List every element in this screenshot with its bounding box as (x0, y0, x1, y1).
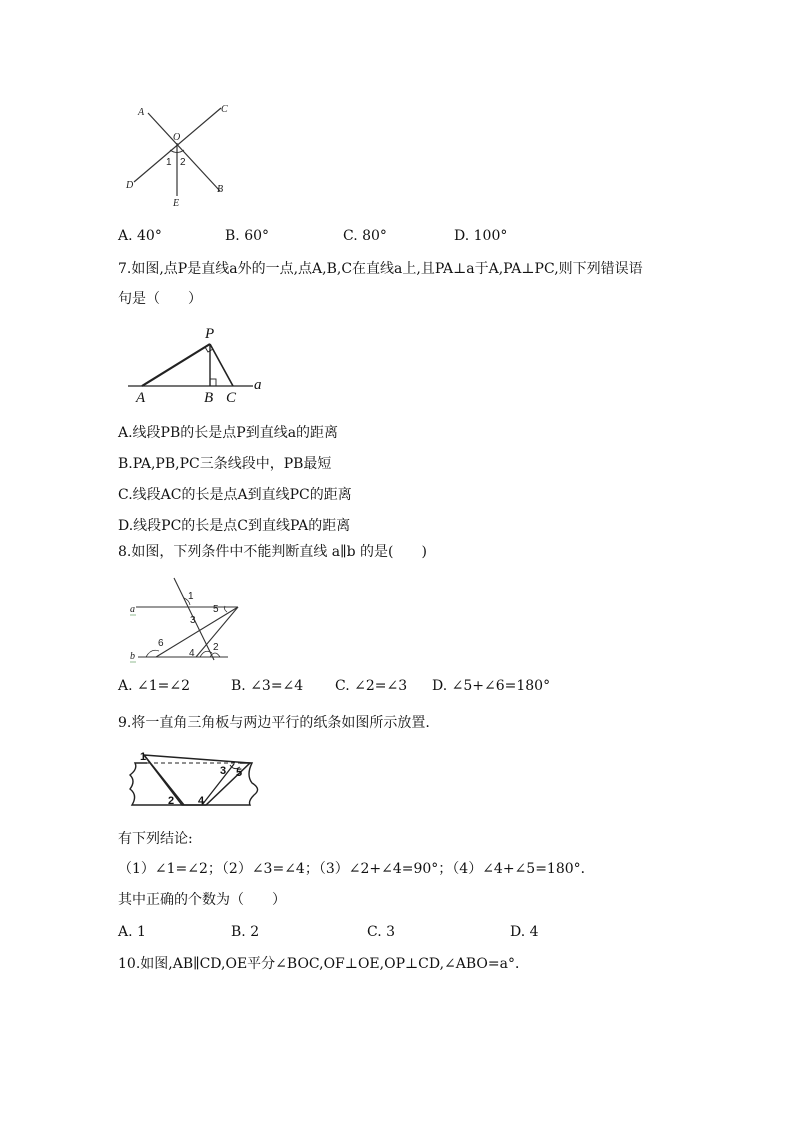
angle-label-1: 1 (140, 751, 147, 763)
line-label-b: b (130, 651, 135, 662)
point-label-C: C (221, 104, 228, 115)
point-label-D: D (126, 180, 134, 191)
angle-label-1: 1 (166, 157, 172, 168)
angle-label-1: 1 (188, 591, 194, 602)
angle-label-5: 5 (213, 604, 219, 615)
angle-label-3: 3 (220, 765, 227, 777)
angle-label-4: 4 (198, 795, 205, 807)
q7-stem-line1: 7.如图,点P是直线a外的一点,点A,B,C在直线a上,且PA⊥a于A,PA⊥PC,则下列错误语 (118, 261, 643, 277)
q8-option-b: B. ∠3=∠4 (231, 678, 304, 694)
q7-option-c: C.线段AC的长是点A到直线PC的距离 (118, 487, 352, 503)
figure-perpendicular-triangle (118, 322, 278, 410)
figure-intersecting-lines (118, 98, 248, 213)
q9-option-c: C. 3 (367, 924, 396, 940)
q6-option-a: A. 40° (118, 228, 162, 244)
q10-stem: 10.如图,AB∥CD,OE平分∠BOC,OF⊥OE,OP⊥CD,∠ABO=a°． (118, 956, 529, 972)
q8-option-d: D. ∠5+∠6=180° (432, 678, 551, 694)
q9-option-d: D. 4 (510, 924, 539, 940)
angle-label-2: 2 (180, 157, 186, 168)
q7-option-b: B.PA,PB,PC三条线段中，PB最短 (118, 456, 332, 472)
line-label-a: a (130, 604, 135, 615)
figure-parallel-lines (126, 572, 246, 664)
point-label-B: B (217, 184, 224, 195)
q9-ask: 其中正确的个数为（ ） (118, 892, 286, 908)
q8-option-a: A. ∠1=∠2 (118, 678, 191, 694)
q9-stem: 9.将一直角三角板与两边平行的纸条如图所示放置. (118, 715, 430, 731)
point-label-A: A (138, 107, 145, 118)
point-label-A: A (136, 390, 146, 406)
q9-claims: （1）∠1=∠2；（2）∠3=∠4；（3）∠2+∠4=90°；（4）∠4+∠5=180°． (118, 861, 595, 877)
angle-label-2: 2 (213, 642, 219, 653)
angle-label-5: 5 (236, 767, 243, 779)
q7-option-a: A.线段PB的长是点P到直线a的距离 (118, 425, 339, 441)
angle-label-2: 2 (168, 795, 175, 807)
point-label-B: B (204, 390, 214, 406)
point-label-P: P (205, 326, 215, 342)
q9-intro: 有下列结论: (118, 831, 193, 847)
q6-option-b: B. 60° (225, 228, 270, 244)
point-label-C: C (226, 390, 237, 406)
figure-triangle-on-strip (122, 745, 277, 813)
q7-stem-line2: 句是（ ） (118, 291, 202, 307)
q8-stem: 8.如图，下列条件中不能判断直线 a∥b 的是( ) (118, 544, 427, 560)
q7-option-d: D.线段PC的长是点C到直线PA的距离 (118, 518, 351, 534)
q6-option-d: D. 100° (454, 228, 508, 244)
angle-label-4: 4 (189, 648, 195, 659)
q9-option-a: A. 1 (118, 924, 146, 940)
q6-option-c: C. 80° (343, 228, 387, 244)
q9-option-b: B. 2 (231, 924, 260, 940)
point-label-O: O (173, 132, 181, 143)
angle-label-6: 6 (158, 638, 164, 649)
line-label-a: a (254, 377, 262, 393)
angle-label-3: 3 (190, 615, 196, 626)
point-label-E: E (173, 198, 180, 209)
q8-option-c: C. ∠2=∠3 (335, 678, 408, 694)
